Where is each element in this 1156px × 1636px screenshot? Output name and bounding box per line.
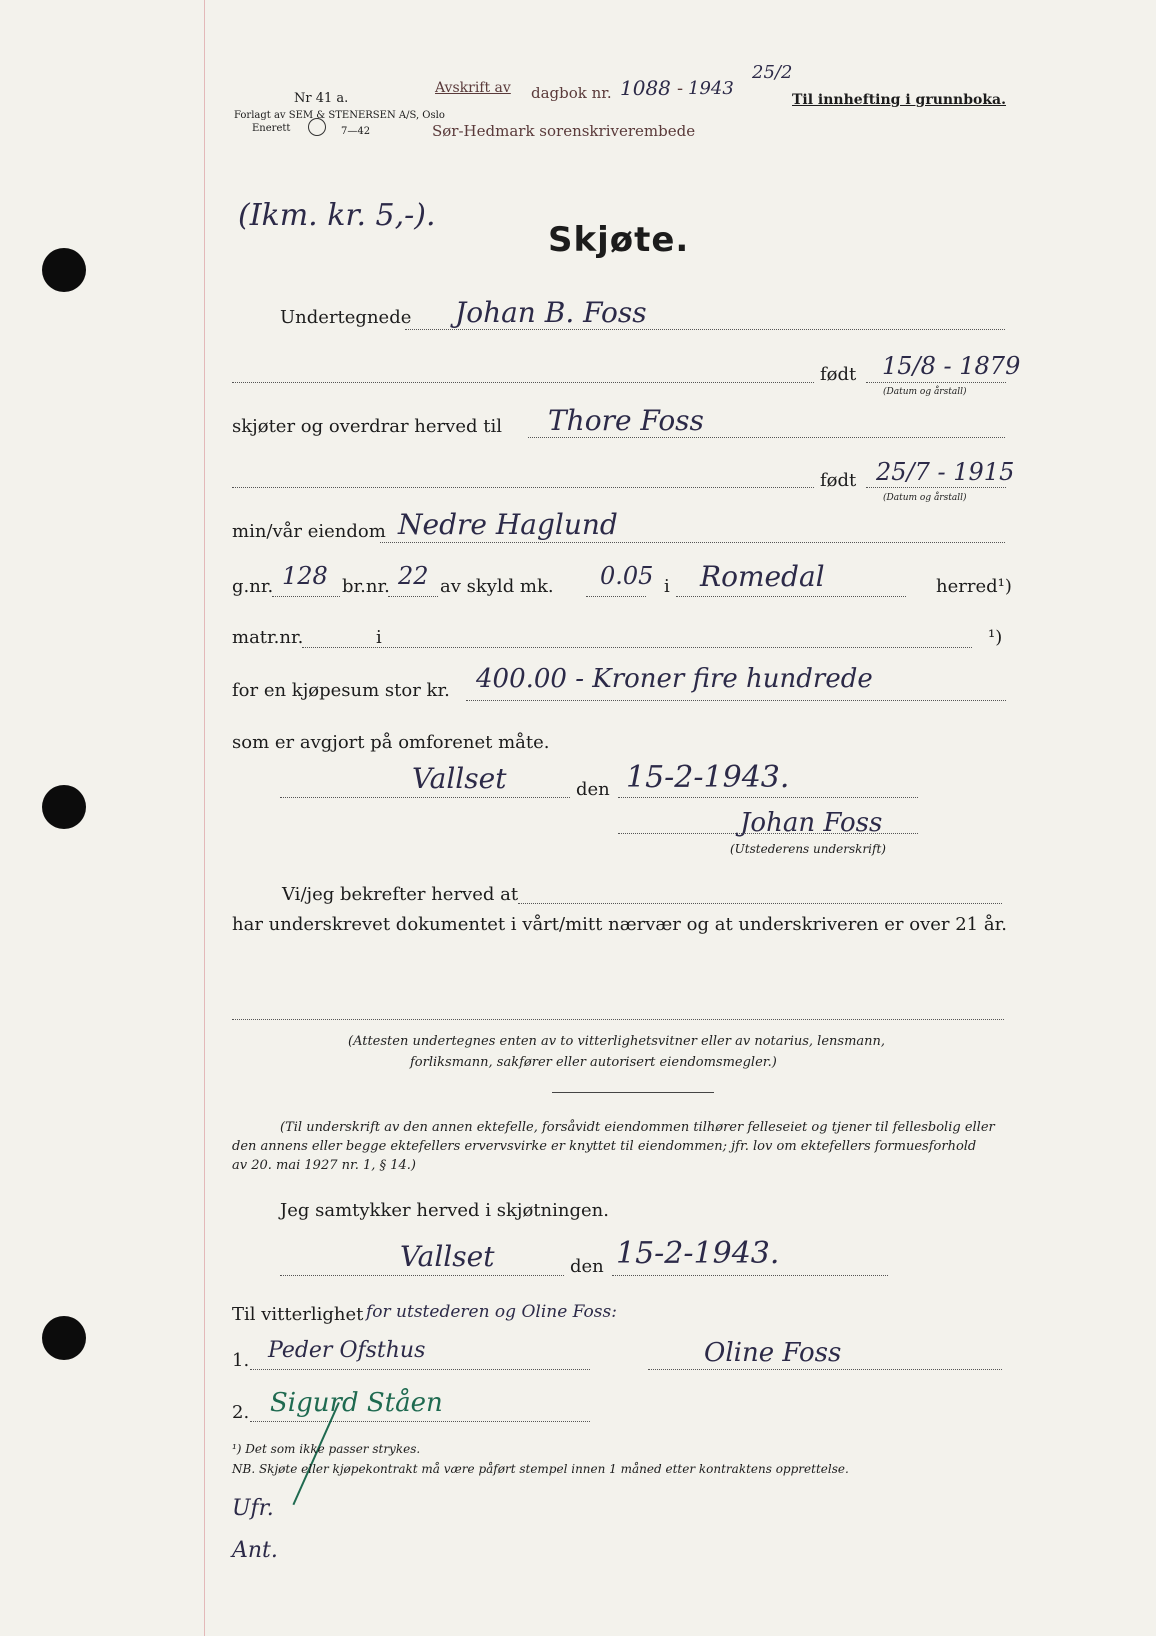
stamp-office: Sør-Hedmark sorenskriverembede	[432, 122, 696, 140]
date-den-label: den	[576, 779, 610, 800]
journal-date: 25/2	[752, 62, 793, 83]
skyld-label: av skyld mk.	[440, 576, 554, 597]
consent-date: 15-2-1943.	[616, 1236, 780, 1271]
property-label: min/vår eiendom	[232, 521, 386, 542]
stamp-dagbok-label: dagbok nr.	[531, 84, 612, 102]
initials-1: Ufr.	[232, 1496, 274, 1521]
section-divider	[552, 1092, 714, 1093]
consent-date-line	[612, 1275, 888, 1276]
buyer-line	[528, 437, 1005, 438]
place-line	[280, 797, 570, 798]
herred-label: herred¹)	[936, 576, 1012, 597]
matr-i-label: i	[376, 627, 382, 648]
margin-line	[204, 0, 205, 1636]
witness-2-signature: Sigurd Ståen	[270, 1388, 443, 1418]
spouse-note-3: av 20. mai 1927 nr. 1, § 14.)	[232, 1158, 416, 1173]
journal-dash: -	[677, 78, 684, 99]
signature-hint: (Utstederens underskrift)	[730, 842, 886, 856]
property-name: Nedre Haglund	[398, 508, 618, 541]
price-label: for en kjøpesum stor kr.	[232, 680, 450, 701]
place-value: Vallset	[412, 762, 507, 795]
seller-born-label: født	[820, 364, 857, 385]
seller-continue-line	[232, 382, 814, 383]
seller-born-line	[866, 382, 1006, 383]
buyer-born-date: 25/7 - 1915	[876, 458, 1015, 486]
nb-note: NB. Skjøte eller kjøpekontrakt må være påført stempel innen 1 måned etter kontraktens opprettelse.	[232, 1462, 849, 1476]
municipality-line	[676, 596, 906, 597]
witness-1-line	[250, 1369, 590, 1370]
witness-2-number: 2.	[232, 1402, 250, 1423]
matr-label: matr.nr.	[232, 627, 304, 648]
property-line	[380, 542, 1005, 543]
stamp-copy-label: Avskrift av	[435, 80, 511, 96]
brnr-line	[388, 596, 438, 597]
spouse-note-1: (Til underskrift av den annen ektefelle, forsåvidt eiendommen tilhører felleseiet og tjener til fellesbolig eller	[280, 1120, 995, 1135]
consent-den-label: den	[570, 1256, 604, 1277]
gnr-label: g.nr.	[232, 576, 274, 597]
municipality-i-label: i	[664, 576, 670, 597]
seller-name: Johan B. Foss	[455, 296, 647, 329]
publisher: Forlagt av SEM & STENERSEN A/S, Oslo	[234, 110, 445, 121]
consent-place-line	[280, 1275, 564, 1276]
undersigned-label: Undertegnede	[280, 307, 412, 328]
punch-hole-bottom	[42, 1316, 86, 1360]
buyer-born-label: født	[820, 470, 857, 491]
matr-footnote-mark: ¹)	[988, 627, 1003, 648]
brnr-value: 22	[398, 562, 429, 590]
consent-text: Jeg samtykker herved i skjøtningen.	[280, 1200, 609, 1221]
initials-2: Ant.	[232, 1538, 278, 1563]
attestation-note-1: (Attesten undertegnes enten av to vitterlighetsvitner eller av notarius, lensmann,	[348, 1034, 886, 1049]
price-value: 400.00 - Kroner fire hundrede	[476, 664, 873, 694]
spouse-signature-line	[648, 1369, 1002, 1370]
price-line	[466, 700, 1006, 701]
punch-hole-top	[42, 248, 86, 292]
settled-text: som er avgjort på omforenet måte.	[232, 732, 550, 753]
witness-attest-label: Vi/jeg bekrefter herved at	[282, 884, 519, 905]
witness-1-number: 1.	[232, 1350, 250, 1371]
witness-attest-line	[518, 903, 1002, 904]
gnr-line	[272, 596, 340, 597]
footnote: ¹) Det som ikke passer strykes.	[232, 1442, 421, 1456]
seller-born-date: 15/8 - 1879	[882, 352, 1021, 380]
buyer-name: Thore Foss	[548, 404, 704, 437]
skyld-line	[586, 596, 646, 597]
brnr-label: br.nr.	[342, 576, 390, 597]
witness-attest-blank-line	[232, 1019, 1004, 1020]
spouse-note-2: den annens eller begge ektefellers ervervsvirke er knyttet til eiendommen; jfr. lov om ektefellers formuesforhold	[232, 1139, 977, 1154]
publisher-logo	[308, 118, 326, 136]
date-value: 15-2-1943.	[626, 760, 790, 795]
form-date: 7—42	[341, 126, 371, 137]
attestation-note-2: forliksmann, sakfører eller autorisert eiendomsmegler.)	[410, 1055, 777, 1070]
form-number: Nr 41 a.	[294, 91, 349, 106]
copyright: Enerett	[252, 123, 291, 134]
spouse-signature: Oline Foss	[704, 1338, 842, 1368]
seller-signature: Johan Foss	[740, 808, 883, 838]
gnr-value: 128	[282, 562, 328, 590]
transfer-label: skjøter og overdrar herved til	[232, 416, 502, 437]
journal-year: 1943	[688, 78, 734, 99]
witness-1-signature: Peder Ofsthus	[268, 1338, 426, 1363]
punch-hole-middle	[42, 785, 86, 829]
journal-number: 1088	[620, 76, 671, 100]
witness-attest-text: har underskrevet dokumentet i vårt/mitt nærvær og at underskriveren er over 21 år.	[232, 914, 1007, 935]
witness-2-line	[250, 1421, 590, 1422]
witness-for-text: for utstederen og Oline Foss:	[366, 1302, 617, 1322]
buyer-born-line	[866, 487, 1006, 488]
seller-date-hint: (Datum og årstall)	[883, 387, 967, 397]
buyer-date-hint: (Datum og årstall)	[883, 493, 967, 503]
municipality-value: Romedal	[700, 560, 825, 593]
fee-note: (Ikm. kr. 5,-).	[238, 198, 436, 233]
document-title: Skjøte.	[548, 220, 690, 260]
consent-place: Vallset	[400, 1240, 495, 1273]
date-line	[618, 797, 918, 798]
buyer-continue-line	[232, 487, 814, 488]
registry-note: Til innhefting i grunnboka.	[792, 92, 1007, 108]
witness-label: Til vitterlighet	[232, 1304, 364, 1325]
matr-line	[302, 647, 972, 648]
skyld-value: 0.05	[600, 562, 654, 590]
undersigned-line	[405, 329, 1005, 330]
